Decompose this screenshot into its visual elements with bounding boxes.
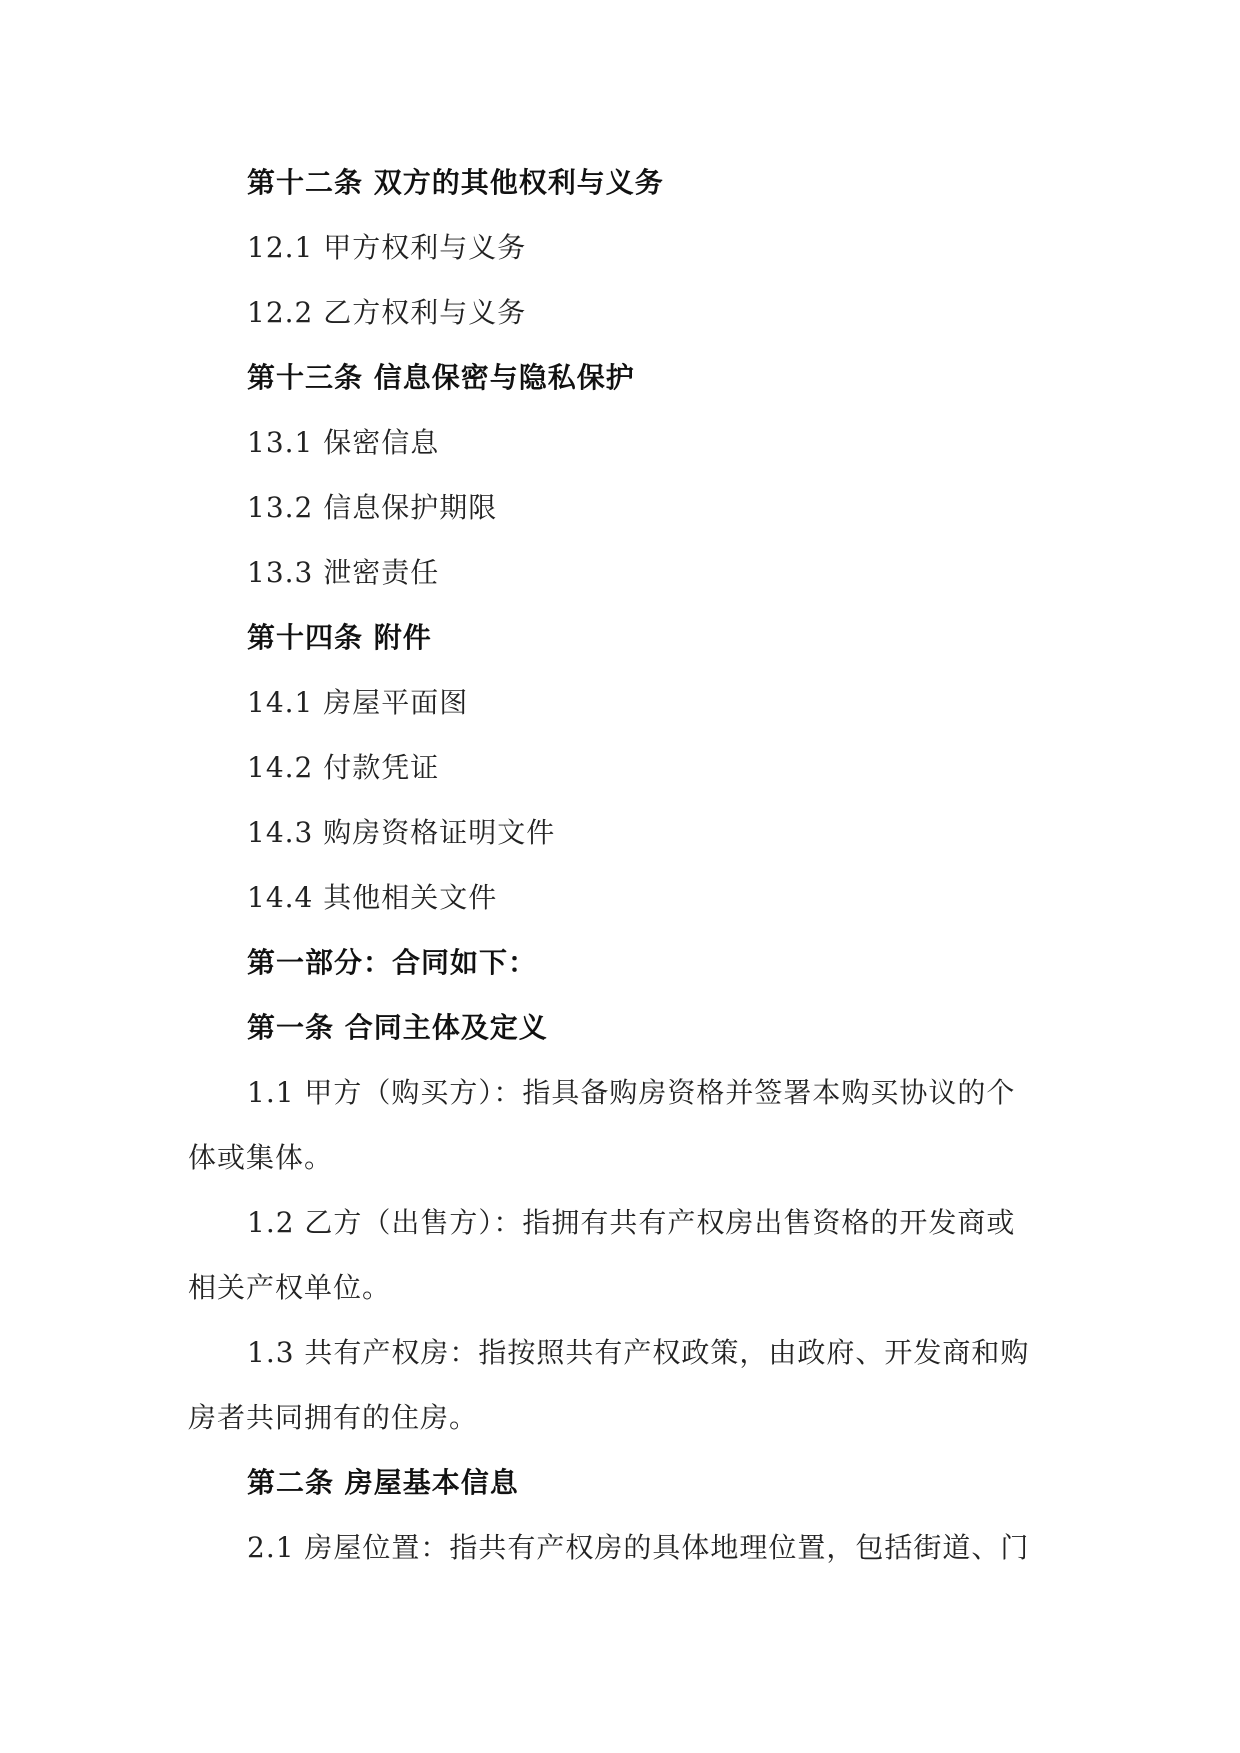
part-heading: 第一部分：合同如下： bbox=[247, 946, 538, 979]
article-heading-1: 第一条 合同主体及定义 bbox=[247, 1011, 548, 1044]
clause-1-2-line2: 相关产权单位。 bbox=[188, 1271, 392, 1304]
clause-13-1: 13.1 保密信息 bbox=[247, 426, 440, 459]
section-heading-14: 第十四条 附件 bbox=[247, 621, 432, 654]
clause-12-1: 12.1 甲方权利与义务 bbox=[247, 231, 527, 264]
clause-1-1-line2: 体或集体。 bbox=[188, 1141, 334, 1174]
clause-13-2: 13.2 信息保护期限 bbox=[247, 491, 498, 524]
clause-1-2-line1: 1.2 乙方（出售方）：指拥有共有产权房出售资格的开发商或 bbox=[247, 1206, 1016, 1239]
clause-14-2: 14.2 付款凭证 bbox=[247, 751, 440, 784]
section-heading-13: 第十三条 信息保密与隐私保护 bbox=[247, 361, 635, 394]
clause-12-2: 12.2 乙方权利与义务 bbox=[247, 296, 527, 329]
clause-1-3-line2: 房者共同拥有的住房。 bbox=[188, 1401, 479, 1434]
section-heading-12: 第十二条 双方的其他权利与义务 bbox=[247, 166, 664, 199]
clause-14-1: 14.1 房屋平面图 bbox=[247, 686, 469, 719]
clause-13-3: 13.3 泄密责任 bbox=[247, 556, 440, 589]
clause-14-3: 14.3 购房资格证明文件 bbox=[247, 816, 556, 849]
article-heading-2: 第二条 房屋基本信息 bbox=[247, 1466, 519, 1499]
clause-1-1-line1: 1.1 甲方（购买方）：指具备购房资格并签署本购买协议的个 bbox=[247, 1076, 1016, 1109]
clause-14-4: 14.4 其他相关文件 bbox=[247, 881, 498, 914]
document-page bbox=[188, 150, 1058, 1580]
clause-1-3-line1: 1.3 共有产权房：指按照共有产权政策，由政府、开发商和购 bbox=[247, 1336, 1030, 1369]
clause-2-1-line1: 2.1 房屋位置：指共有产权房的具体地理位置，包括街道、门 bbox=[247, 1531, 1030, 1564]
